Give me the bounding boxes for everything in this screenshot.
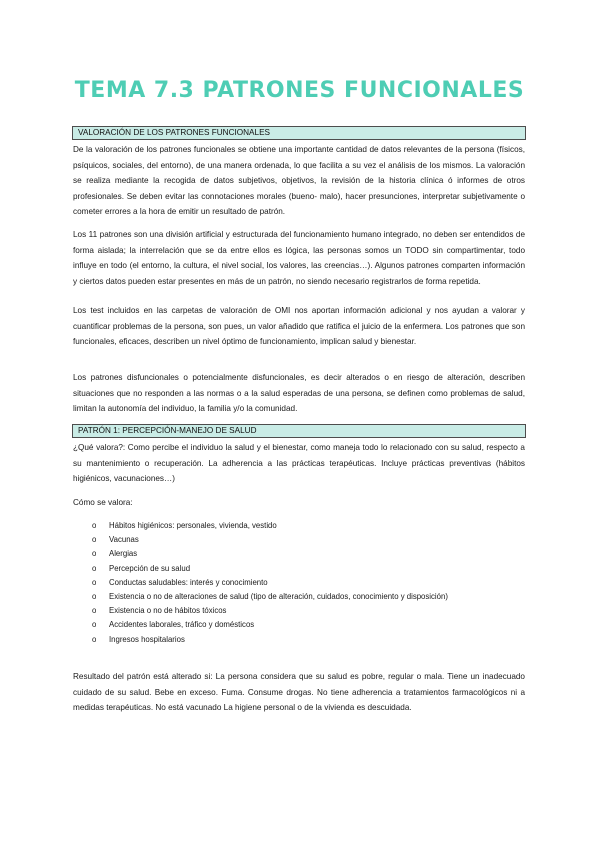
page-title: TEMA 7.3 PATRONES FUNCIONALES — [74, 78, 525, 103]
list-item: o Vacunas — [92, 533, 492, 547]
list-item: o Ingresos hospitalarios — [92, 633, 492, 647]
list-item: o Existencia o no de alteraciones de salud (tipo de alteración, cuidados, conocimiento y disposición) — [92, 590, 492, 604]
list-item: o Alergias — [92, 547, 492, 561]
paragraph-1: De la valoración de los patrones funcionales se obtiene una importante cantidad de datos relevantes de la persona (físicos, psíquicos, sociales, del entorno), de una manera ordenada, lo que facilita a su vez el análisis de los mismos. La valoración se realiza mediante la recogida de datos subjetivos, objetivos, la revisión de la historia clínica ó informes de otros profesionales. Se deben evitar las connotaciones morales (bueno- malo), hacer presunciones, interpretar subjetivamente o cometer errores a la hora de emitir un resultado de patrón. — [73, 145, 525, 216]
paragraph-2: Los 11 patrones son una división artificial y estructurada del funcionamiento humano integrado, no deben ser entendidos de forma aislada; la interrelación que se da entre ellos es lógica, las personas somos un TODO sin compartimentar, todo influye en todo (el entorno, la cultura, el nivel social, los valores, las creencias…). Algunos patrones comparten información y ciertos datos pueden estar presentes en más de un patrón, no siendo necesario registrarlos de forma repetida. — [73, 230, 525, 286]
list-item: o Percepción de su salud — [92, 562, 492, 576]
list-item: o Accidentes laborales, tráfico y domésticos — [92, 618, 492, 632]
paragraph-3: Los test incluidos en las carpetas de valoración de OMI nos aportan información adicional y nos ayudan a valorar y cuantificar problemas de la persona, son pues, un valor añadido que ratifica el juicio de la enfermera. Los patrones que son funcionales, eficaces, describen un nivel óptimo de funcionamiento, implican salud y bienestar. — [73, 306, 525, 346]
paragraph-4: Los patrones disfuncionales o potencialmente disfuncionales, es decir alterados o en riesgo de alteración, describen situaciones que no responden a las normas o a la salud esperadas de una persona, se definen como problemas de salud, limitan la autonomía del individuo, la familia y/o la comunidad. — [73, 373, 525, 413]
what-is-assessed: ¿Qué valora?: Como percibe el individuo la salud y el bienestar, como maneja todo lo relacionado con su salud, respecto a su mantenimiento o recuperación. La adherencia a las prácticas terapéuticas. Incluye prácticas preventivas (hábitos higiénicos, vacunaciones…) — [73, 443, 525, 483]
how-assessed-label: Cómo se valora: — [73, 498, 133, 507]
result-paragraph: Resultado del patrón está alterado si: La persona considera que su salud es pobre, regular o mala. Tiene un inadecuado cuidado de su salud. Bebe en exceso. Fuma. Consume drogas. No tiene adherencia a tratamientos farmacológicos ni a medidas terapéuticas. No está vacunado La higiene personal o de la vivienda es descuidada. — [73, 672, 525, 712]
assessment-items-list — [92, 519, 492, 647]
section-heading-patron-1: PATRÓN 1: PERCEPCIÓN-MANEJO DE SALUD — [72, 424, 526, 438]
list-item: o Conductas saludables: interés y conocimiento — [92, 576, 492, 590]
list-item: o Hábitos higiénicos: personales, vivienda, vestido — [92, 519, 492, 533]
section-heading-valoracion: VALORACIÓN DE LOS PATRONES FUNCIONALES — [72, 126, 526, 140]
list-item: o Existencia o no de hábitos tóxicos — [92, 604, 492, 618]
